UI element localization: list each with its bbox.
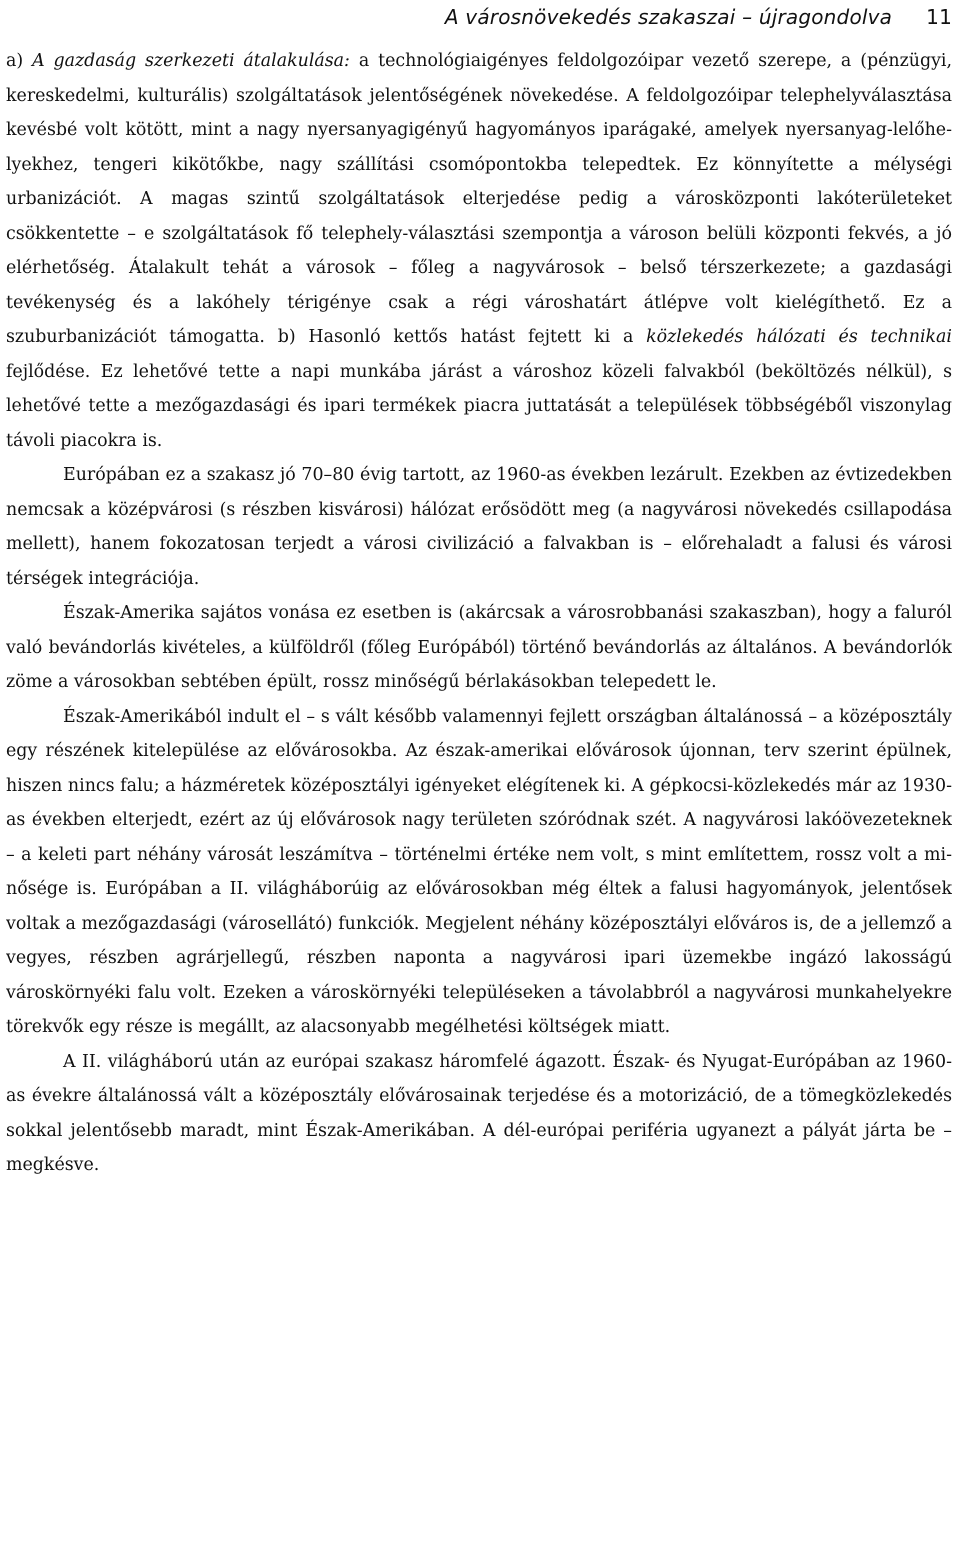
text-run: a technológiaigényes feldolgozóipar vezető szerepe, a (pénzügyi, kereskedelmi, kulturális) szolgáltatások jelentőségének növekedése. A feldolgozóipar telephelyválasztása kevésbé volt kötött, mint a nagy nyersanyagigényű hagyományos iparágaké, amelyek nyersanyag-lelőhelyekhez, tengeri kikötőkbe, nagy szállítási csomópontokba telepedtek. Ez könnyítette a mélységi urbanizációt. A magas szintű szolgáltatások elterjedése pedig a városközponti lakóterületeket csökkentette – e szolgáltatások fő telephely-választási szempontja a városon belüli központi fekvés, a jó elérhetőség. Átalakult tehát a városok – főleg a nagyvárosok – belső térszerkezete; a gazdasági tevékenység és a lakóhely térigénye csak a régi városhatárt átlépve volt kielégíthető. Ez a szuburbanizációt támogatta. b) Hasonló kettős hatást fejtett ki a <box>6 51 952 347</box>
book-page <box>6 0 952 1547</box>
running-header <box>6 2 952 32</box>
paragraph-3 <box>6 596 952 700</box>
page-number: 11 <box>926 5 952 29</box>
italic-run: közlekedés hálózati és technikai <box>646 327 952 347</box>
italic-run: A gazdaság szerkezeti átalakulása: <box>32 51 350 71</box>
text-run: Európában ez a szakasz jó 70–80 évig tartott, az 1960-as években lezárult. Ezekben az évtizedekben nemcsak a középvárosi (s részben kisvárosi) hálózat erősödött meg (a nagyvárosi növekedés csillapodása mellett), hanem fokozatosan terjedt a városi civilizáció a falvakban is – előrehaladt a falusi és városi térségek integrációja. <box>6 465 952 589</box>
text-run: Észak-Amerikából indult el – s vált később valamennyi fejlett országban általánossá – a középosztály egy részének kitelepülése az elővárosokba. Az észak-amerikai elővárosok újonnan, terv szerint épülnek, hiszen nincs falu; a házméretek középosztályi igényeket elégítenek ki. A gépkocsi-közlekedés már az 1930-as években elterjedt, ezért az új elővárosok nagy területen szóródnak szét. A nagyvárosi lakóövezeteknek – a keleti part néhány városát leszámítva – történelmi értéke nem volt, s mint említettem, rossz volt a minősége is. Európában a II. világháborúig az elővárosokban még éltek a falusi hagyományok, jelentősek voltak a mezőgazdasági (városellátó) funkciók. Megjelent néhány középosztályi előváros is, de a jellemző a vegyes, részben agrárjellegű, részben naponta a nagyvárosi ipari üzemekbe ingázó lakosságú városkörnyéki falu volt. Ezeken a városkörnyéki településeken a távolabbról a nagyvárosi munkahelyekre törekvők egy része is megállt, az alacsonyabb megélhetési költségek miatt. <box>6 706 952 1037</box>
body-text <box>6 44 952 1183</box>
paragraph-5 <box>6 1045 952 1183</box>
paragraph-4 <box>6 700 952 1045</box>
running-title: A városnövekedés szakaszai – újragondolva <box>444 5 893 29</box>
paragraph-2 <box>6 458 952 596</box>
text-run: A II. világháború után az európai szakasz háromfelé ágazott. Észak- és Nyugat-Európában az 1960-as évekre általánossá vált a középosztály elővárosainak terjedése és a motorizáció, de a tömegközlekedés sokkal jelentősebb maradt, mint Észak-Amerikában. A dél-európai periféria ugyanezt a pályát járta be – megkésve. <box>6 1051 952 1175</box>
text-run: Észak-Amerika sajátos vonása ez esetben is (akárcsak a városrobbanási szakaszban), hogy a faluról való bevándorlás kivételes, a külföldről (főleg Európából) történő bevándorlás az általános. A bevándorlók zöme a városokban sebtében épült, rossz minőségű bérlakásokban telepedett le. <box>6 603 952 692</box>
paragraph-1 <box>6 44 952 458</box>
text-run: fejlődése. Ez lehetővé tette a napi munkába járást a városhoz közeli falvakból (beköltözés nélkül), s lehetővé tette a mezőgazdasági és ipari termékek piacra juttatását a települések többségéből viszonylag távoli piacokra is. <box>6 361 952 451</box>
text-run: a) <box>6 51 33 71</box>
